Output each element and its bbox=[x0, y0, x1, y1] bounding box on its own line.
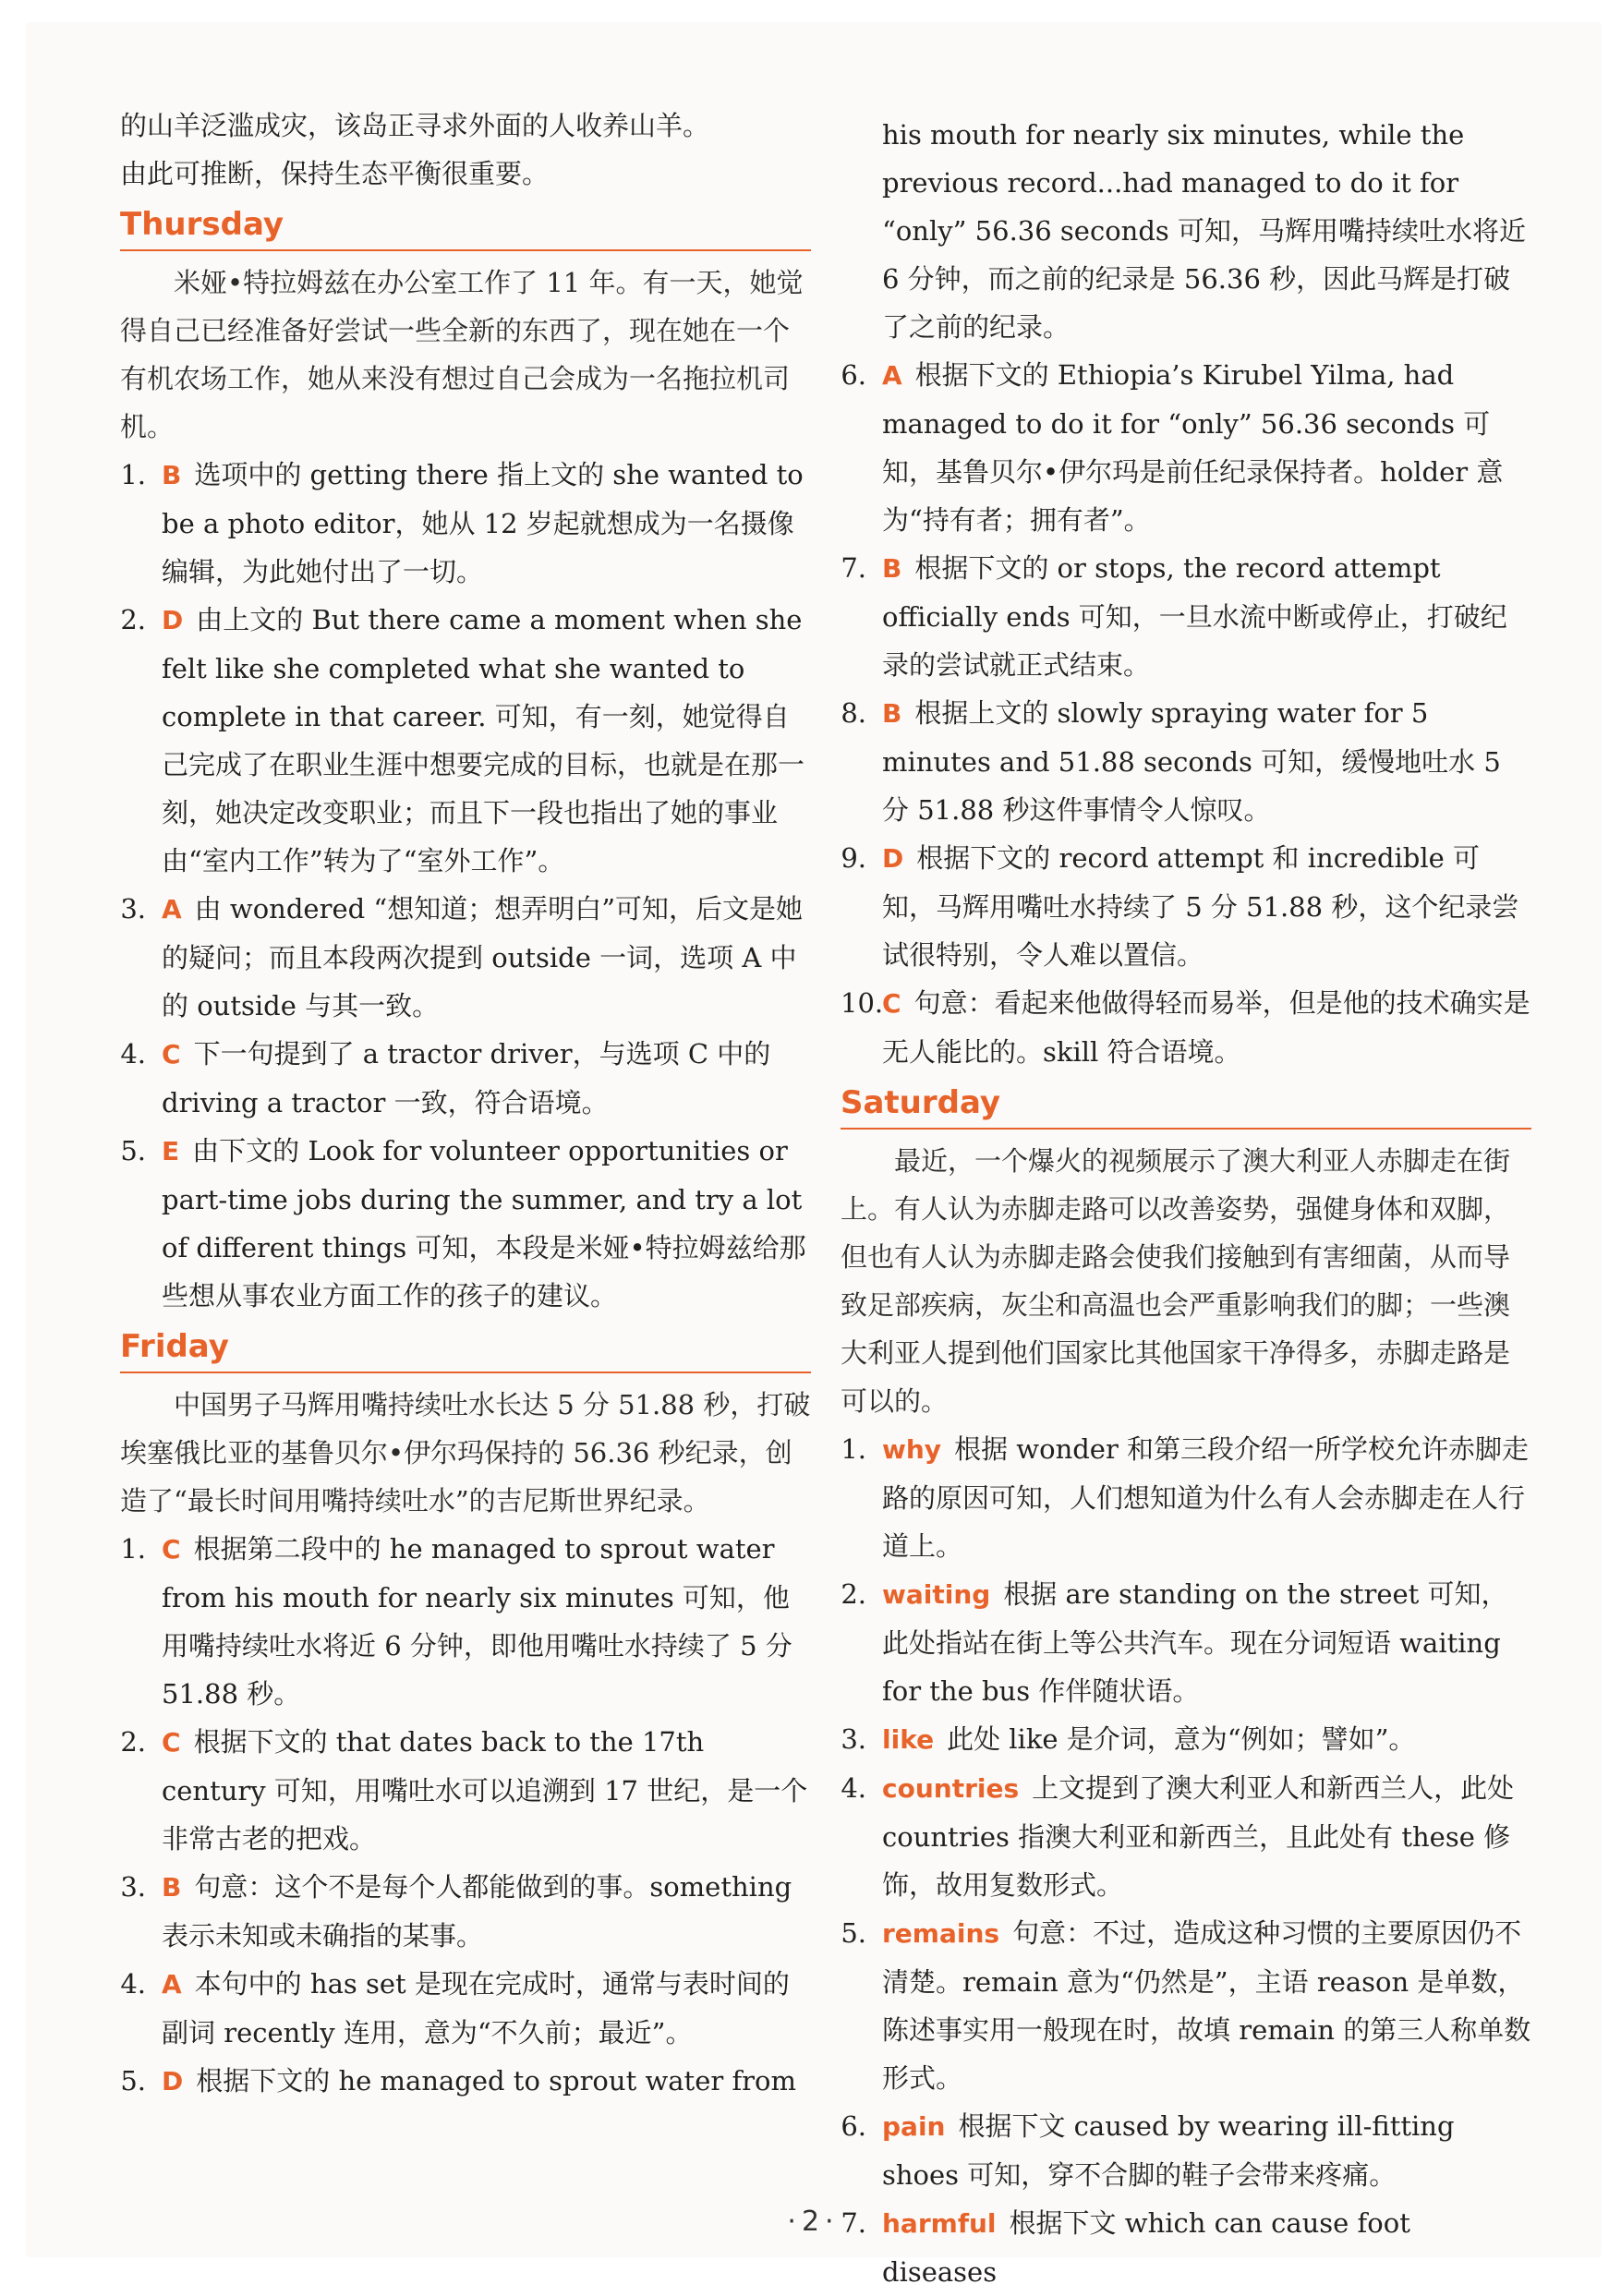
item-number: 3. bbox=[120, 1871, 146, 1903]
story-summary: 最近，一个爆火的视频展示了澳大利亚人赤脚走在街上。有人认为赤脚走路可以改善姿势，强健身体和双脚，但也有人认为赤脚走路会使我们接触到有害细菌，从而导致足部疾病，灰尘和高温也会严重影响我们的脚；一些澳大利亚人提到他们国家比其他国家干净得多，赤脚走路是可以的。 bbox=[841, 1145, 1511, 1417]
answer-key: A bbox=[162, 1969, 182, 2000]
answer-item bbox=[841, 351, 1531, 544]
item-number: 10. bbox=[841, 987, 884, 1019]
explanation: 根据下文的 he managed to sprout water from bbox=[196, 2065, 797, 2097]
explanation: 此处 like 是介词，意为“例如；譬如”。 bbox=[947, 1723, 1416, 1755]
answer-key: A bbox=[882, 360, 902, 391]
section-heading-friday: Friday bbox=[120, 1323, 811, 1373]
right-column bbox=[841, 111, 1531, 2296]
answer-item bbox=[120, 1525, 811, 1718]
explanation: 由下文的 Look for volunteer opportunities or part-time jobs during the summer, and try a lot of different things 可知，本段是米娅•特拉姆兹给那些想从事农业方面工作的孩子的建议。 bbox=[162, 1135, 806, 1311]
answer-item bbox=[841, 834, 1531, 979]
page-number-value: 2 bbox=[801, 2205, 820, 2238]
answer-key: pain bbox=[882, 2111, 946, 2142]
item-number: 2. bbox=[120, 1726, 146, 1758]
answer-item bbox=[120, 2057, 811, 2106]
explanation: 由上文的 But there came a moment when she felt like she completed what she wanted to complete in that career. 可知，有一刻，她觉得自己完成了在职业生涯中想要完成的目标，也就是在那一刻，她决定改变职业；而且下一段也指出了她的事业由“室内工作”转为了“室外工作”。 bbox=[162, 604, 805, 876]
answer-item bbox=[841, 1764, 1531, 1909]
answer-key: why bbox=[882, 1434, 942, 1465]
answer-item bbox=[120, 885, 811, 1030]
answer-key: C bbox=[882, 988, 901, 1019]
answer-key: waiting bbox=[882, 1579, 991, 1610]
item-number: 8. bbox=[841, 697, 866, 729]
answer-key: B bbox=[162, 1872, 182, 1903]
answer-key: B bbox=[882, 553, 902, 584]
answer-item bbox=[841, 979, 1531, 1076]
answer-key: B bbox=[162, 460, 182, 490]
answer-key: countries bbox=[882, 1773, 1020, 1804]
left-column bbox=[120, 102, 811, 2106]
answer-key: D bbox=[162, 605, 184, 635]
intro-line: 的山羊泛滥成灾，该岛正寻求外面的人收养山羊。 bbox=[120, 110, 710, 141]
answer-key: harmful bbox=[882, 2208, 997, 2239]
page-number: · 2 · bbox=[787, 2205, 834, 2238]
explanation: 下一句提到了 a tractor driver，与选项 C 中的 driving a tractor 一致，符合语境。 bbox=[162, 1038, 771, 1118]
answer-item bbox=[841, 544, 1531, 689]
explanation: 句意：不过，造成这种习惯的主要原因仍不清楚。remain 意为“仍然是”，主语 reason 是单数，陈述事实用一般现在时，故填 remain 的第三人称单数形式。 bbox=[882, 1917, 1531, 2094]
answer-key: C bbox=[162, 1534, 181, 1565]
explanation: 根据下文 which can cause foot diseases bbox=[882, 2207, 1410, 2288]
answer-key: D bbox=[162, 2066, 184, 2097]
item-number: 5. bbox=[120, 1135, 146, 1166]
item-number: 7. bbox=[841, 552, 866, 584]
answer-key: D bbox=[882, 843, 904, 874]
answer-item bbox=[841, 1570, 1531, 1715]
explanation: 句意：看起来他做得轻而易举，但是他的技术确实是无人能比的。skill 符合语境。 bbox=[882, 987, 1530, 1068]
explanation: 根据下文的 that dates back to the 17th century 可知，用嘴吐水可以追溯到 17 世纪，是一个非常古老的把戏。 bbox=[162, 1726, 808, 1855]
explanation: 根据下文的 record attempt 和 incredible 可知，马辉用嘴吐水持续了 5 分 51.88 秒，这个纪录尝试很特别，令人难以置信。 bbox=[882, 842, 1519, 971]
answer-item bbox=[120, 596, 811, 885]
item-number: 4. bbox=[120, 1038, 146, 1069]
answer-item bbox=[120, 1030, 811, 1127]
explanation: 由 wondered “想知道；想弄明白”可知，后文是她的疑问；而且本段两次提到 outside 一词，选项 A 中的 outside 与其一致。 bbox=[162, 893, 804, 1021]
answer-item bbox=[841, 689, 1531, 834]
item-number: 3. bbox=[841, 1723, 866, 1755]
explanation: 选项中的 getting there 指上文的 she wanted to be a photo editor，她从 12 岁起就想成为一名摄像编辑，为此她付出了一切。 bbox=[162, 459, 804, 587]
item-number: 6. bbox=[841, 359, 866, 391]
item-number: 2. bbox=[120, 604, 146, 635]
answer-key: like bbox=[882, 1724, 935, 1755]
answer-item bbox=[120, 451, 811, 596]
explanation: 上文提到了澳大利亚人和新西兰人，此处 countries 指澳大利亚和新西兰，且此处有 these 修饰，故用复数形式。 bbox=[882, 1772, 1515, 1901]
answer-key: C bbox=[162, 1727, 181, 1758]
explanation: 根据下文 caused by wearing ill-fitting shoes 可知，穿不合脚的鞋子会带来疼痛。 bbox=[882, 2110, 1455, 2191]
answer-item bbox=[120, 1863, 811, 1960]
explanation: 根据上文的 slowly spraying water for 5 minutes and 51.88 seconds 可知，缓慢地吐水 5 分 51.88 秒这件事情令人惊叹。 bbox=[882, 697, 1501, 826]
explanation: 根据下文的 or stops, the record attempt officially ends 可知，一旦水流中断或停止，打破纪录的尝试就正式结束。 bbox=[882, 552, 1507, 681]
item-number: 5. bbox=[841, 1917, 866, 1949]
item-number: 7. bbox=[841, 2207, 866, 2239]
item-number: 9. bbox=[841, 842, 866, 874]
explanation: 根据下文的 Ethiopia’s Kirubel Yilma, had managed to do it for “only” 56.36 seconds 可知，基鲁贝尔•伊尔玛是前任纪录保持者。holder 意为“持有者；拥有者”。 bbox=[882, 359, 1504, 536]
explanation: 句意：这个不是每个人都能做到的事。something 表示未知或未确指的某事。 bbox=[162, 1871, 792, 1952]
answer-key: remains bbox=[882, 1918, 1000, 1949]
answer-item bbox=[841, 1715, 1531, 1764]
item-number: 1. bbox=[841, 1433, 866, 1465]
answer-item bbox=[120, 1960, 811, 2057]
section-heading-saturday: Saturday bbox=[841, 1080, 1531, 1130]
item-number: 3. bbox=[120, 893, 146, 924]
explanation: 根据 are standing on the street 可知，此处指站在街上等公共汽车。现在分词短语 waiting for the bus 作伴随状语。 bbox=[882, 1578, 1508, 1707]
explanation: 本句中的 has set 是现在完成时，通常与表时间的副词 recently 连用，意为“不久前；最近”。 bbox=[162, 1968, 790, 2048]
story-summary: 米娅•特拉姆兹在办公室工作了 11 年。有一天，她觉得自己已经准备好尝试一些全新的东西了，现在她在一个有机农场工作，她从来没有想过自己会成为一名拖拉机司机。 bbox=[120, 267, 804, 442]
story-summary: 中国男子马辉用嘴持续吐水长达 5 分 51.88 秒，打破埃塞俄比亚的基鲁贝尔•伊尔玛保持的 56.36 秒纪录，创造了“最长时间用嘴持续吐水”的吉尼斯世界纪录。 bbox=[120, 1389, 811, 1517]
answer-key: C bbox=[162, 1039, 181, 1069]
item-number: 4. bbox=[120, 1968, 146, 2000]
answer-key: E bbox=[162, 1136, 180, 1166]
item-number: 2. bbox=[841, 1578, 866, 1610]
answer-item bbox=[841, 1425, 1531, 1570]
answer-item bbox=[120, 1127, 811, 1320]
answer-item bbox=[841, 1909, 1531, 2102]
item-number: 1. bbox=[120, 459, 146, 490]
item-number: 4. bbox=[841, 1772, 866, 1804]
explanation-continued: his mouth for nearly six minutes, while the previous record...had managed to do it for “only” 56.36 seconds 可知，马辉用嘴持续吐水将近 6 分钟，而之前的纪录是 56.36 秒，因此马辉是打破了之前的纪录。 bbox=[882, 119, 1526, 343]
intro-line: 由此可推断，保持生态平衡很重要。 bbox=[120, 158, 550, 189]
item-number: 1. bbox=[120, 1533, 146, 1565]
explanation: 根据 wonder 和第三段介绍一所学校允许赤脚走路的原因可知，人们想知道为什么有人会赤脚走在人行道上。 bbox=[882, 1433, 1530, 1562]
answer-key: A bbox=[162, 894, 182, 924]
answer-key: B bbox=[882, 698, 902, 729]
explanation: 根据第二段中的 he managed to sprout water from his mouth for nearly six minutes 可知，他用嘴持续吐水将近 6 分钟，即他用嘴吐水持续了 5 分 51.88 秒。 bbox=[162, 1533, 792, 1710]
item-number: 5. bbox=[120, 2065, 146, 2097]
answer-item bbox=[120, 1718, 811, 1863]
section-heading-thursday: Thursday bbox=[120, 201, 811, 251]
answer-item bbox=[841, 2102, 1531, 2199]
item-number: 6. bbox=[841, 2110, 866, 2142]
